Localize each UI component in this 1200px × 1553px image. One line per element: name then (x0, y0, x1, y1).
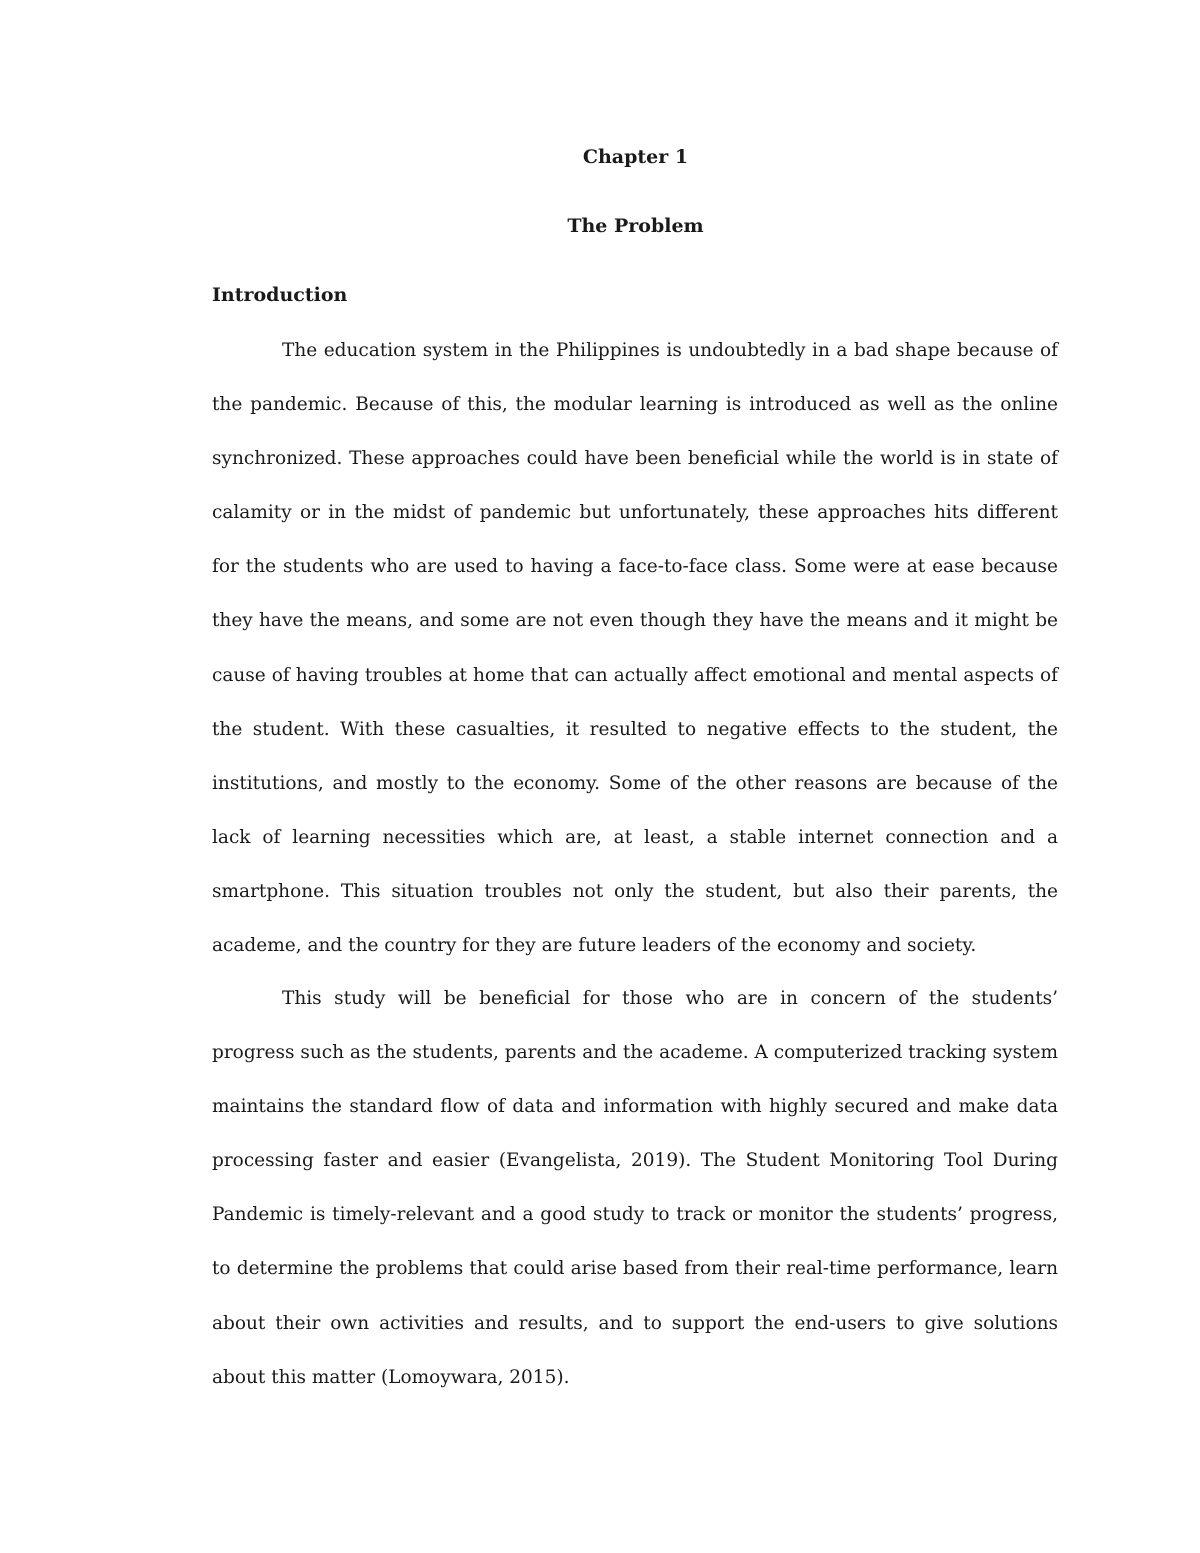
chapter-title: Chapter 1 (582, 146, 689, 168)
body-paragraph: This study will be beneficial for those who are in concern of the students’ progress such as the students, parents and the academe. A computerized tracking system maintains the standard flow of data and information with highly secured and make data processing faster and easier (Evangelista, 2019). The Student Monitoring Tool During Pandemic is timely-relevant and a good study to track or monitor the students’ progress, to determine the problems that could arise based from their real-time performance, learn about their own activities and results, and to support the end-users to give solutions about this matter (Lomoywara, 2015). (212, 988, 1058, 1388)
section-title: The Problem (567, 215, 704, 237)
body-paragraph: The education system in the Philippines is undoubtedly in a bad shape because of the pandemic. Because of this, the modular learning is introduced as well as the online synchronized. These approaches could have been beneficial while the world is in state of calamity or in the midst of pandemic but unfortunately, these approaches hits different for the students who are used to having a face-to-face class. Some were at ease because they have the means, and some are not even though they have the means and it might be cause of having troubles at home that can actually affect emotional and mental aspects of the student. With these casualties, it resulted to negative effects to the student, the institutions, and mostly to the economy. Some of the other reasons are because of the lack of learning necessities which are, at least, a stable internet connection and a smartphone. This situation troubles not only the student, but also their parents, the academe, and the country for they are future leaders of the economy and society. (212, 340, 1058, 957)
subsection-heading: Introduction (212, 284, 348, 306)
